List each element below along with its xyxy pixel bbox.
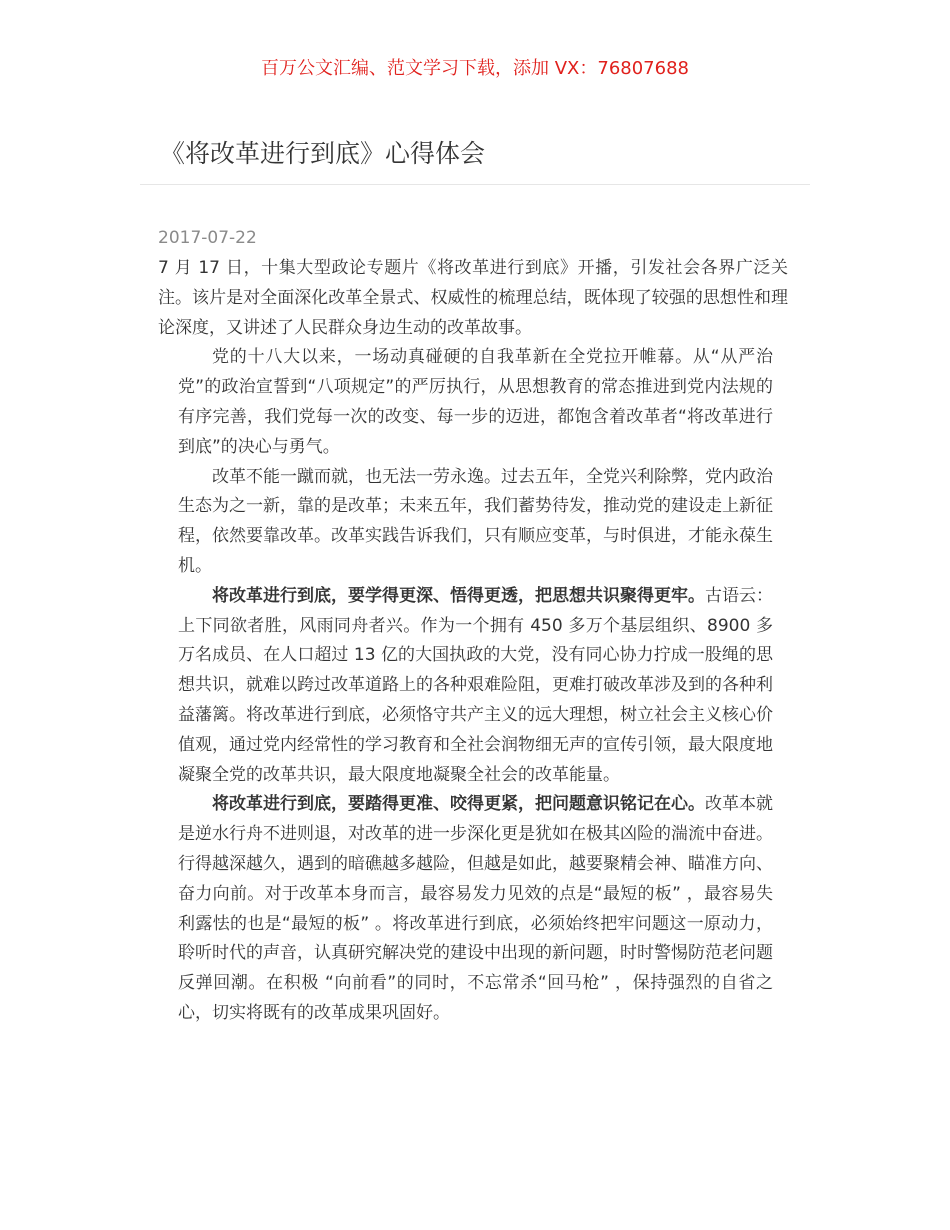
paragraph [178,582,773,791]
paragraph [178,343,773,462]
paragraph-text: 7 月 17 日，十集大型政论专题片《将改革进行到底》开播，引发社会各界广泛关注。该片是对全面深化改革全景式、权威性的梳理总结，既体现了较强的思想性和理论深度，又讲述了人民群众身边生动的改革故事。 [158,258,788,338]
paragraph [178,790,773,1028]
paragraph-intro [158,254,788,343]
title-divider [140,184,810,185]
article-title: 《将改革进行到底》心得体会 [160,139,486,168]
paragraph [178,463,773,582]
paragraph-text: 党的十八大以来，一场动真碰硬的自我革新在全党拉开帷幕。从“从严治党”的政治宣誓到“八项规定”的严厉执行，从思想教育的常态推进到党内法规的有序完善，我们党每一次的改变、每一步的迈进，都饱含着改革者“将改革进行到底”的决心与勇气。 [178,347,773,457]
paragraph-text: 古语云：上下同欲者胜，风雨同舟者兴。作为一个拥有 450 多万个基层组织、8900 多万名成员、在人口超过 13 亿的大国执政的大党，没有同心协力拧成一股绳的思想共识，就难以跨过改革道路上的各种艰难险阻，更难打破改革涉及到的各种利益藩篱。将改革进行到底，必须恪守共产主义的远大理想，树立社会主义核心价值观，通过党内经常性的学习教育和全社会润物细无声的宣传引领，最大限度地凝聚全党的改革共识，最大限度地凝聚全社会的改革能量。 [178,585,773,785]
article-body [158,254,788,1029]
promo-banner: 百万公文汇编、范文学习下载，添加 VX：76807688 [261,58,689,79]
paragraph-text: 改革本就是逆水行舟不进则退，对改革的进一步深化更是犹如在极其凶险的湍流中奋进。行得越深越久，遇到的暗礁越多越险，但越是如此，越要聚精会神、瞄准方向、奋力向前。对于改革本身而言，最容易发力见效的点是“最短的板” ，最容易失利露怯的也是“最短的板” 。将改革进行到底，必须始终把牢问题这一原动力，聆听时代的声音，认真研究解决党的建设中出现的新问题，时时警惕防范老问题反弹回潮。在积极 “向前看”的同时，不忘常杀“回马枪” ，保持强烈的自省之心，切实将既有的改革成果巩固好。 [178,794,773,1023]
article-date: 2017-07-22 [158,228,257,248]
paragraph-text: 改革不能一蹴而就，也无法一劳永逸。过去五年，全党兴利除弊，党内政治生态为之一新，靠的是改革；未来五年，我们蓄势待发，推动党的建设走上新征程，依然要靠改革。改革实践告诉我们，只有顺应变革，与时俱进，才能永葆生机。 [178,466,773,576]
paragraph-lead: 将改革进行到底，要踏得更准、咬得更紧，把问题意识铭记在心。 [212,794,705,815]
paragraph-lead: 将改革进行到底，要学得更深、悟得更透，把思想共识聚得更牢。 [212,585,705,606]
